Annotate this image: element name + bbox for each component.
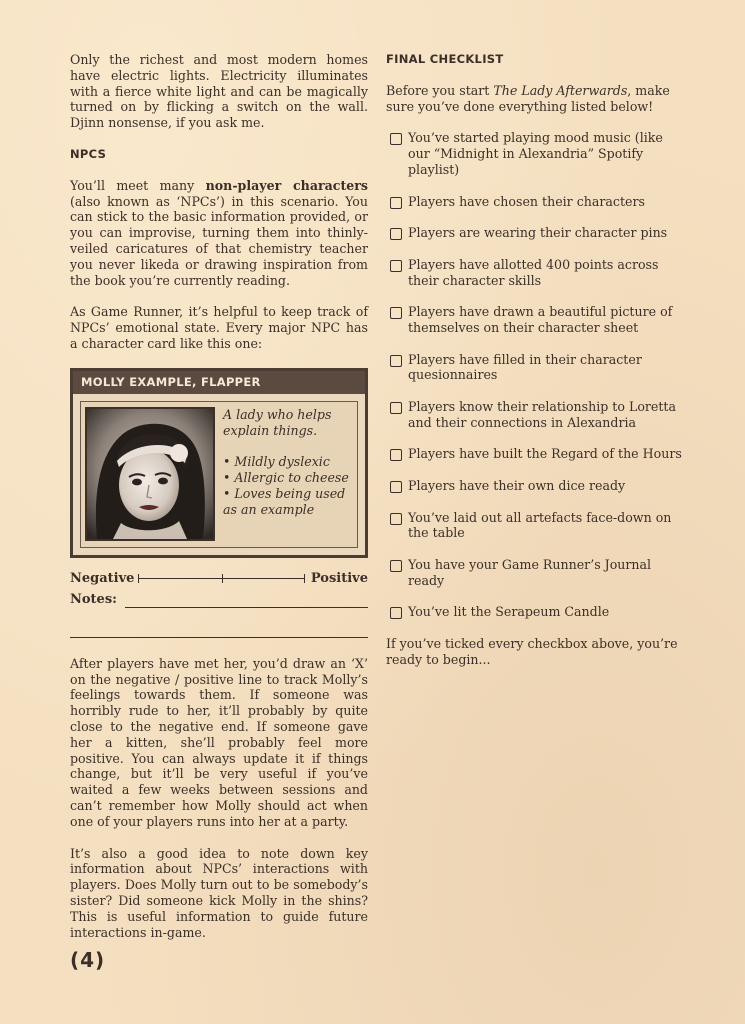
notes-advice-paragraph: It’s also a good idea to note down key information about NPCs’ interactions with players. Does Molly turn out to be somebody’s sister? Did someone kick Molly in the shins? This is useful information to guide future interactions in-game. bbox=[70, 845, 368, 940]
checklist-intro bbox=[386, 83, 686, 115]
npcs-heading: NPCS bbox=[70, 146, 107, 161]
checklist-item-label: Players know their relationship to Loretta and their connections in Alexandria bbox=[408, 398, 676, 430]
book-title: The Lady Afterwards bbox=[493, 82, 628, 98]
checklist-item bbox=[386, 557, 686, 589]
checklist-item-label: You have your Game Runner’s Journal ready bbox=[408, 556, 652, 588]
checkbox[interactable] bbox=[390, 481, 402, 493]
checkbox[interactable] bbox=[390, 560, 402, 572]
checklist-item-label: You’ve started playing mood music (like our “Midnight in Alexandria” Spotify playlist) bbox=[408, 130, 663, 177]
checklist-outro: If you’ve ticked every checkbox above, you’re ready to begin... bbox=[386, 636, 678, 667]
checkbox[interactable] bbox=[390, 355, 402, 367]
intro-paragraph: Only the richest and most modern homes have electric lights. Electricity illuminates with a fierce white light and can be magically turned on by flicking a switch on the wall. Djinn nonsense, if you ask me. bbox=[70, 52, 368, 131]
game-runner-paragraph: As Game Runner, it’s helpful to keep track of NPCs’ emotional state. Every major NPC has a character card like this one: bbox=[70, 304, 368, 351]
checklist-item bbox=[386, 478, 686, 494]
notes-line[interactable] bbox=[125, 595, 368, 608]
checklist-item-label: You’ve laid out all artefacts face-down on the table bbox=[408, 509, 672, 541]
scale-mid-tick bbox=[222, 574, 223, 583]
notes-label: Notes: bbox=[70, 591, 117, 607]
npcs-text-rest: (also known as ‘NPCs’) in this scenario. You can stick to the basic information provided, or you can improvise, turning them into thinly-veiled caricatures of that chemistry teacher you never likeda or drawing inspiration from the book you’re currently reading. bbox=[70, 193, 368, 288]
npcs-text-start: You’ll meet many bbox=[70, 177, 206, 193]
notes-extra-line[interactable] bbox=[70, 636, 368, 638]
checklist-item bbox=[386, 257, 686, 289]
positive-label: Positive bbox=[310, 570, 368, 586]
checkbox[interactable] bbox=[390, 449, 402, 461]
checklist-item bbox=[386, 225, 686, 241]
checklist-item bbox=[386, 130, 686, 177]
scale-end-tick bbox=[304, 574, 305, 583]
checklist-item bbox=[386, 352, 686, 384]
character-card-body bbox=[80, 401, 358, 548]
checklist-item bbox=[386, 446, 686, 462]
feeling-scale-line[interactable] bbox=[138, 573, 304, 585]
checklist-item-label: Players have their own dice ready bbox=[408, 477, 626, 493]
character-trait: • Mildly dyslexic bbox=[223, 454, 330, 470]
checklist-item-label: Players have built the Regard of the Hours bbox=[408, 446, 682, 462]
character-trait: • Allergic to cheese bbox=[223, 470, 349, 486]
character-description: A lady who helps explain things. bbox=[223, 406, 332, 438]
checklist-item-label: Players have drawn a beautiful picture of themselves on their character sheet bbox=[408, 304, 673, 335]
portrait-illustration bbox=[87, 409, 213, 539]
checklist-item bbox=[386, 510, 686, 542]
checklist-item bbox=[386, 304, 686, 336]
npcs-bold-term: non-player characters bbox=[205, 177, 368, 193]
checklist-intro-rest: , make sure you’ve done everything listed below! bbox=[386, 82, 670, 114]
checkbox[interactable] bbox=[390, 607, 402, 619]
left-column bbox=[70, 52, 368, 956]
character-trait: • Loves being used as an example bbox=[223, 485, 346, 517]
checklist-item bbox=[386, 604, 686, 620]
checkbox[interactable] bbox=[390, 402, 402, 414]
negative-label: Negative bbox=[70, 570, 135, 586]
checklist-intro-start: Before you start bbox=[386, 82, 494, 98]
character-portrait bbox=[85, 407, 215, 541]
scale-start-tick bbox=[138, 574, 139, 583]
character-card-title: MOLLY EXAMPLE, FLAPPER bbox=[73, 371, 365, 394]
checkbox[interactable] bbox=[390, 307, 402, 319]
character-description-block bbox=[223, 407, 363, 518]
feeling-scale bbox=[70, 570, 368, 588]
checklist-item-label: Players are wearing their character pins bbox=[408, 225, 668, 241]
notes-row bbox=[70, 590, 368, 608]
checkbox[interactable] bbox=[390, 513, 402, 525]
checklist bbox=[386, 130, 686, 620]
checklist-item-label: You’ve lit the Serapeum Candle bbox=[408, 604, 610, 620]
page-number: (4) bbox=[70, 948, 106, 972]
character-card bbox=[70, 368, 368, 558]
npcs-paragraph bbox=[70, 178, 368, 289]
checkbox[interactable] bbox=[390, 260, 402, 272]
checklist-item-label: Players have allotted 400 points across their character skills bbox=[408, 256, 659, 288]
final-checklist-heading: FINAL CHECKLIST bbox=[386, 52, 504, 66]
checklist-item-label: Players have chosen their characters bbox=[408, 193, 645, 209]
checklist-item-label: Players have filled in their character quesionnaires bbox=[408, 351, 642, 383]
tracking-paragraph: After players have met her, you’d draw an ‘X’ on the negative / positive line to track Molly’s feelings towards them. If someone was horribly rude to her, it’ll probably by quite close to the negative end. If someone gave her a kitten, she’ll probably feel more positive. You can always update it if things change, but it’ll be very useful if you’ve waited a few weeks between sessions and can’t remember how Molly should act when one of your players runs into her at a party. bbox=[70, 655, 368, 829]
checklist-item bbox=[386, 194, 686, 210]
checklist-item bbox=[386, 399, 686, 431]
checkbox[interactable] bbox=[390, 133, 402, 145]
right-column bbox=[386, 52, 686, 684]
checkbox[interactable] bbox=[390, 197, 402, 209]
checkbox[interactable] bbox=[390, 228, 402, 240]
